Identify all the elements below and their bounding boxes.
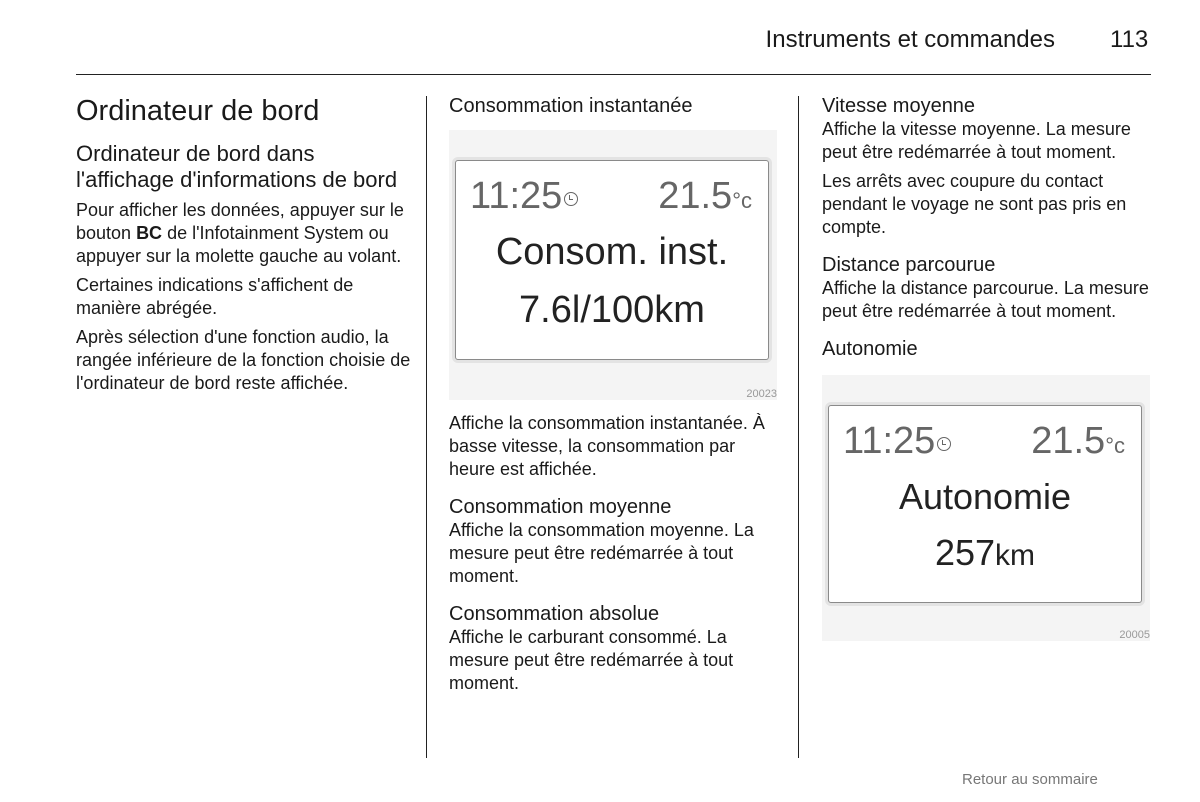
info-display-screen <box>455 160 769 360</box>
back-to-contents-link[interactable]: Retour au sommaire <box>962 771 1098 788</box>
paragraph-audio-function: Après sélection d'une fonction audio, la rangée inférieure de la fonction choisie de l'ordinateur de bord reste affichée. <box>76 327 411 393</box>
subsection-title: Ordinateur de bord dans l'affichage d'informations de bord <box>76 141 398 192</box>
display-value-range: 257km <box>934 532 1036 573</box>
column-2 <box>449 94 779 701</box>
paragraph-stops: Les arrêts avec coupure du contact pendant le voyage ne sont pas pris en compte. <box>822 171 1127 237</box>
clock-rds-icon <box>937 437 951 451</box>
column-divider-2 <box>798 96 799 758</box>
display-label-consom-inst: Consom. inst. <box>495 231 729 273</box>
display-clock: 11:25 <box>843 420 936 462</box>
display-value-consumption: 7.6l/100km <box>519 289 705 331</box>
heading-autonomie: Autonomie <box>822 338 918 360</box>
paragraph-average-speed: Affiche la vitesse moyenne. La mesure peut être redémarrée à tout moment. <box>822 119 1131 162</box>
running-header-title: Instruments et commandes <box>765 26 1055 53</box>
column-divider-1 <box>426 96 427 758</box>
info-display-screen <box>828 405 1142 603</box>
display-temperature: 21.5°c <box>658 175 752 217</box>
paragraph-instant-consumption: Affiche la consommation instantanée. À basse vitesse, la consommation par heure est affichée. <box>449 413 765 479</box>
heading-consommation-moyenne: Consommation moyenne <box>449 496 672 518</box>
paragraph-average-consumption: Affiche la consommation moyenne. La mesure peut être redémarrée à tout moment. <box>449 520 754 586</box>
display-label-autonomie: Autonomie <box>898 476 1072 517</box>
display-figure-consumption <box>449 130 777 400</box>
header-divider <box>76 74 1151 75</box>
section-title: Ordinateur de bord <box>76 95 320 127</box>
page-number: 113 <box>1110 26 1149 53</box>
figure-code: 20023 <box>746 388 777 400</box>
heading-consommation-absolue: Consommation absolue <box>449 603 660 625</box>
heading-consommation-instantanee: Consommation instantanée <box>449 95 693 117</box>
display-temperature: 21.5°c <box>1031 420 1125 462</box>
display-clock: 11:25 <box>470 175 563 217</box>
clock-rds-icon <box>564 192 578 206</box>
heading-distance-parcourue: Distance parcourue <box>822 254 996 276</box>
column-3 <box>822 94 1150 641</box>
bc-button-label: BC <box>136 223 163 243</box>
paragraph-absolute-consumption: Affiche le carburant consommé. La mesure peut être redémarrée à tout moment. <box>449 627 734 693</box>
figure-code: 20005 <box>1119 629 1150 641</box>
paragraph-abbreviated: Certaines indications s'affichent de manière abrégée. <box>76 275 354 318</box>
paragraph-bc-button: Pour afficher les données, appuyer sur le bouton BC de l'Infotainment System ou appuyer sur la molette gauche au volant. <box>76 200 404 266</box>
paragraph-distance: Affiche la distance parcourue. La mesure peut être redémarrée à tout moment. <box>822 278 1149 321</box>
display-figure-range <box>822 375 1150 641</box>
heading-vitesse-moyenne: Vitesse moyenne <box>822 95 976 117</box>
column-1 <box>76 94 412 401</box>
